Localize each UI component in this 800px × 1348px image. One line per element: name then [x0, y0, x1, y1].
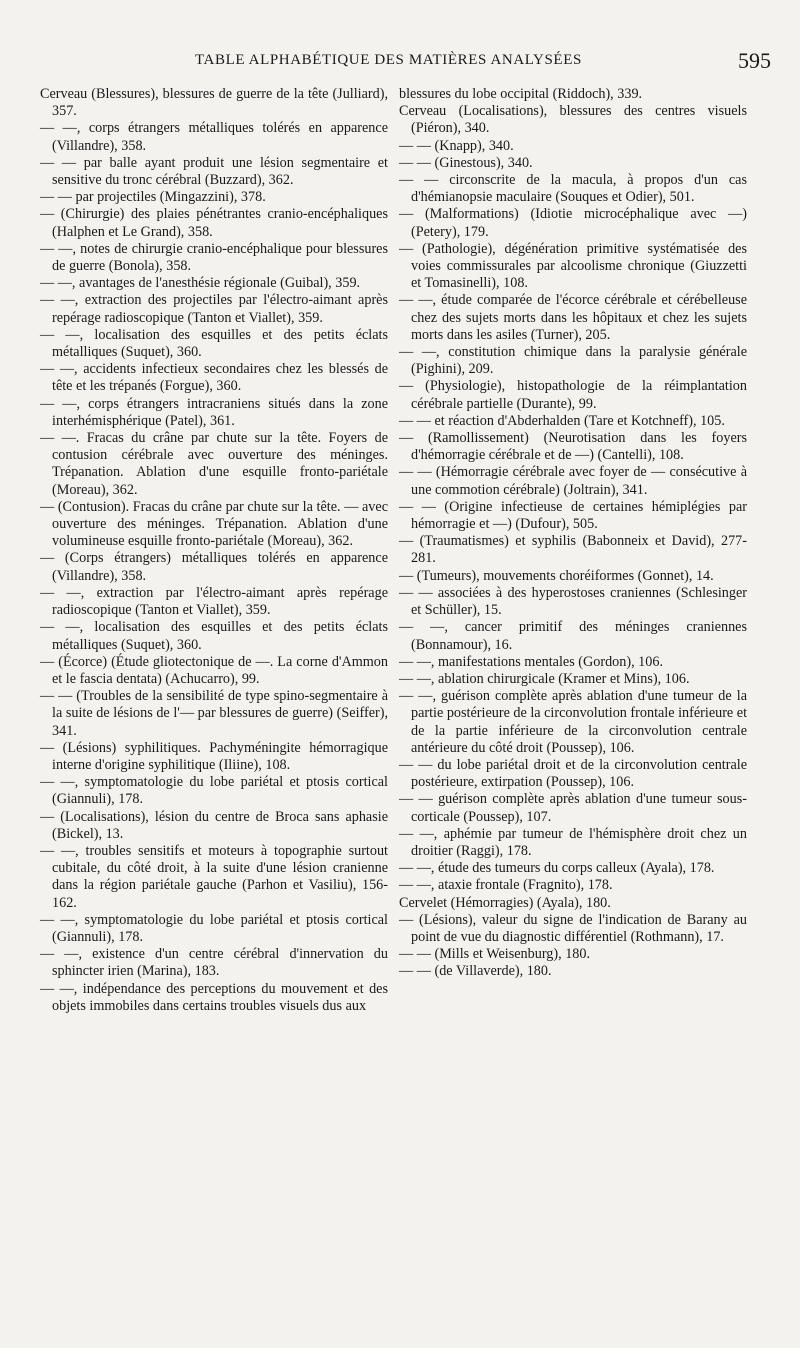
- index-entry: — (Pathologie), dégénération primitive systématisée des voies commissurales par alcoolisme chronique (Giuzzetti et Tomasinelli), 108.: [399, 240, 747, 292]
- index-entry: — (Localisations), lésion du centre de Broca sans aphasie (Bickel), 13.: [40, 808, 388, 842]
- index-entry: — —, notes de chirurgie cranio-encéphalique pour blessures de guerre (Bonola), 358.: [40, 240, 388, 275]
- page-number: 595: [738, 48, 771, 73]
- index-entry: — —, avantages de l'anesthésie régionale (Guibal), 359.: [40, 275, 361, 292]
- index-entry: — — par projectiles (Mingazzini), 378.: [40, 189, 266, 206]
- index-entry: — — par balle ayant produit une lésion segmentaire et sensitive du tronc cérébral (Buzzard), 362.: [40, 154, 388, 189]
- index-entry: — —, aphémie par tumeur de l'hémisphère droit chez un droitier (Raggi), 178.: [399, 825, 747, 859]
- index-entry: — —, localisation des esquilles et des petits éclats métalliques (Suquet), 360.: [40, 326, 388, 361]
- index-entry: — —, cancer primitif des méninges craniennes (Bonnamour), 16.: [399, 619, 747, 653]
- index-entry: — —, corps étrangers métalliques tolérés en apparence (Villandre), 358.: [40, 120, 388, 154]
- index-entry: — —, symptomatologie du lobe pariétal et ptosis cortical (Giannuli), 178.: [40, 774, 388, 808]
- index-entry: — —, étude comparée de l'écorce cérébrale et cérébelleuse chez des sujets morts dans les hôpitaux et chez les sujets morts dans les asiles (Turner), 205.: [399, 292, 747, 343]
- right-column: [399, 86, 747, 981]
- index-entry: — —, manifestations mentales (Gordon), 106.: [399, 653, 663, 670]
- index-entry: — — (Mills et Weisenburg), 180.: [399, 946, 591, 963]
- index-entry: — —, guérison complète après ablation d'une tumeur de la partie postérieure de la circonvolution frontale inférieure et de la partie inférieure de la circonvolution centrale antérieure du côté droit (Poussep), 106.: [399, 688, 748, 756]
- index-entry: — (Ramollissement) (Neurotisation dans les foyers d'hémorragie cérébrale et de —) (Cantelli), 108.: [399, 430, 747, 464]
- index-entry: — —, ataxie frontale (Fragnito), 178.: [399, 877, 613, 894]
- index-entry: — — (de Villaverde), 180.: [399, 963, 552, 980]
- index-entry: — — (Ginestous), 340.: [399, 154, 533, 171]
- index-entry: — (Lésions), valeur du signe de l'indication de Barany au point de vue du diagnostic différentiel (Rothmann), 17.: [399, 911, 747, 945]
- index-entry: — —, localisation des esquilles et des petits éclats métalliques (Suquet), 360.: [40, 619, 388, 653]
- index-entry: — —, accidents infectieux secondaires chez les blessés de tête et les trépanés (Forgue), 360.: [40, 361, 388, 395]
- index-entry: — — (Troubles de la sensibilité de type spino-segmentaire à la suite de lésions de l'— par blessures de guerre) (Seiffer), 341.: [40, 688, 388, 739]
- index-entry: — (Lésions) syphilitiques. Pachyméningite hémorragique interne d'origine syphilitique (Iliine), 108.: [40, 739, 388, 773]
- index-entry: Cerveau (Localisations), blessures des centres visuels (Piéron), 340.: [399, 103, 747, 137]
- index-entry: Cervelet (Hémorragies) (Ayala), 180.: [399, 894, 611, 911]
- index-entry: — —. Fracas du crâne par chute sur la tête. Foyers de contusion cérébrale avec ouverture des méninges. Trépanation. Ablation d'une esquille fronto-pariétale (Moreau), 362.: [40, 430, 388, 498]
- index-entry: — —, existence d'un centre cérébral d'innervation du sphincter irien (Marina), 183.: [40, 946, 388, 980]
- index-entry: — —, corps étrangers intracraniens situés dans la zone interhémisphérique (Patel), 361.: [40, 395, 388, 429]
- index-entry: — —, étude des tumeurs du corps calleux (Ayala), 178.: [399, 860, 715, 877]
- index-entry: — — (Knapp), 340.: [399, 137, 514, 154]
- index-entry: — — guérison complète après ablation d'une tumeur sous-corticale (Poussep), 107.: [399, 791, 747, 825]
- index-entry: — —, ablation chirurgicale (Kramer et Mins), 106.: [399, 670, 690, 687]
- index-entry: — —, extraction par l'électro-aimant après repérage radioscopique (Tanton et Viallet), 359.: [40, 584, 388, 619]
- header-title: TABLE ALPHABÉTIQUE DES MATIÈRES ANALYSÉES: [195, 52, 582, 68]
- index-entry: — (Contusion). Fracas du crâne par chute sur la tête. — avec ouverture des méninges. Trépanation. Ablation d'une volumineuse esquille fronto-pariétale (Moreau), 362.: [40, 498, 388, 550]
- index-entry: — — du lobe pariétal droit et de la circonvolution centrale postérieure, extirpation (Poussep), 106.: [399, 756, 747, 791]
- index-entry: — —, constitution chimique dans la paralysie générale (Pighini), 209.: [399, 344, 747, 378]
- index-entry: — —, troubles sensitifs et moteurs à topographie surtout cubitale, du côté droit, à la suite d'une lésion cranienne dans la région pariétale gauche (Parhon et Vasiliu), 156-162.: [40, 842, 388, 911]
- index-entry: — (Écorce) (Étude gliotectonique de —. La corne d'Ammon et le fascia dentata) (Achucarro), 99.: [40, 653, 388, 687]
- index-entry: — (Physiologie), histopathologie de la réimplantation cérébrale partielle (Durante), 99.: [399, 378, 747, 412]
- index-entry: — — associées à des hyperostoses craniennes (Schlesinger et Schüller), 15.: [399, 584, 747, 619]
- index-entry: — — et réaction d'Abderhalden (Tare et Kotchneff), 105.: [399, 412, 725, 429]
- index-entry: — — (Hémorragie cérébrale avec foyer de — consécutive à une commotion cérébrale) (Joltrain), 341.: [399, 464, 747, 498]
- index-entry: — (Traumatismes) et syphilis (Babonneix et David), 277-281.: [399, 533, 747, 567]
- index-entry: — (Malformations) (Idiotie microcéphalique avec —) (Petery), 179.: [399, 206, 747, 240]
- index-entry: — (Tumeurs), mouvements choréiformes (Gonnet), 14.: [399, 567, 714, 584]
- left-column: [40, 86, 388, 1015]
- index-entry: — —, symptomatologie du lobe pariétal et ptosis cortical (Giannuli), 178.: [40, 911, 388, 945]
- index-entry: — (Chirurgie) des plaies pénétrantes cranio-encéphaliques (Halphen et Le Grand), 358.: [40, 206, 388, 240]
- index-entry: blessures du lobe occipital (Riddoch), 339.: [399, 86, 643, 102]
- index-entry: — — (Origine infectieuse de certaines hémiplégies par hémorragie et —) (Dufour), 505.: [399, 498, 747, 533]
- index-entry: — —, indépendance des perceptions du mouvement et des objets immobiles dans certains troubles visuels dus aux: [40, 980, 388, 1014]
- index-entry: — (Corps étrangers) métalliques tolérés en apparence (Villandre), 358.: [40, 550, 388, 584]
- index-entry: Cerveau (Blessures), blessures de guerre de la tête (Julliard), 357.: [40, 86, 388, 120]
- index-entry: — —, extraction des projectiles par l'électro-aimant après repérage radioscopique (Tanton et Viallet), 359.: [40, 292, 388, 326]
- index-entry: — — circonscrite de la macula, à propos d'un cas d'hémianopsie maculaire (Souques et Odier), 501.: [399, 172, 747, 206]
- running-header: [0, 48, 800, 78]
